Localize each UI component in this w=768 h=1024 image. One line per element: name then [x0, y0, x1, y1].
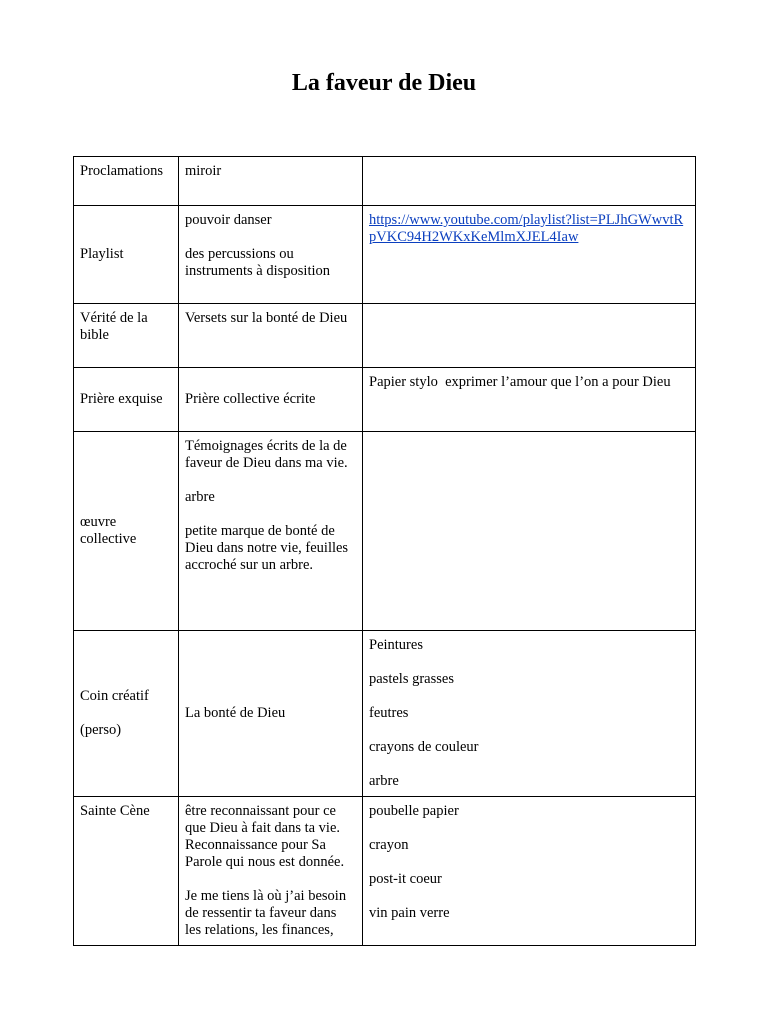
row-material-cell: [363, 304, 696, 368]
table-row: [74, 206, 696, 304]
row-material: poubelle papier: [369, 803, 459, 819]
plan-table: [73, 156, 696, 946]
row-content: La bonté de Dieu: [185, 705, 286, 721]
row-label: Coin créatif: [80, 688, 149, 704]
row-content-cell: [179, 368, 363, 432]
row-content-cell: [179, 631, 363, 797]
row-material-cell: [363, 432, 696, 631]
row-content: arbre: [185, 489, 215, 505]
row-content: Prière collective écrite: [185, 391, 316, 407]
row-label-cell: [74, 157, 179, 206]
playlist-link[interactable]: https://www.youtube.com/playlist?list=PLJhGWwvtRpVKC94H2WKxKeMlmXJEL4Iaw: [369, 212, 684, 245]
row-material: Papier stylo exprimer l’amour que l’on a pour Dieu: [369, 374, 671, 390]
table-row: [74, 432, 696, 631]
row-material: pastels grasses: [369, 671, 454, 687]
row-label: Prière exquise: [80, 391, 163, 407]
row-content-cell: [179, 157, 363, 206]
table-row: [74, 368, 696, 432]
row-content: miroir: [185, 163, 222, 179]
row-label-cell: [74, 206, 179, 304]
row-content-cell: [179, 797, 363, 946]
row-content: Versets sur la bonté de Dieu: [185, 310, 348, 326]
row-content-cell: [179, 304, 363, 368]
table-row: [74, 304, 696, 368]
row-content-cell: [179, 432, 363, 631]
row-label-cell: [74, 368, 179, 432]
row-material: feutres: [369, 705, 409, 721]
row-label: (perso): [80, 722, 122, 738]
row-material: vin pain verre: [369, 905, 450, 921]
row-label: Proclamations: [80, 163, 163, 179]
row-label-cell: [74, 797, 179, 946]
table-row: [74, 157, 696, 206]
row-label: Sainte Cène: [80, 803, 150, 819]
row-content-cell: [179, 206, 363, 304]
row-label: Playlist: [80, 246, 124, 262]
row-content: des percussions ou instruments à disposition: [185, 246, 330, 279]
row-content: Je me tiens là où j’ai besoin de ressentir ta faveur dans les relations, les finances,: [185, 888, 347, 938]
row-material-cell: [363, 206, 696, 304]
row-label: Vérité de la bible: [80, 310, 148, 343]
row-material-cell: [363, 157, 696, 206]
row-material: crayons de couleur: [369, 739, 479, 755]
row-content: Témoignages écrits de la de faveur de Dieu dans ma vie.: [185, 438, 348, 471]
row-content: pouvoir danser: [185, 212, 272, 228]
row-content: être reconnaissant pour ce que Dieu à fait dans ta vie. Reconnaissance pour Sa Parole qui nous est donnée.: [185, 803, 345, 870]
row-material: post-it coeur: [369, 871, 442, 887]
row-material-cell: [363, 797, 696, 946]
table-row: [74, 631, 696, 797]
row-material-cell: [363, 368, 696, 432]
row-material: Peintures: [369, 637, 423, 653]
page-title: La faveur de Dieu: [291, 70, 477, 96]
row-material: crayon: [369, 837, 409, 853]
row-material-cell: [363, 631, 696, 797]
row-label-cell: [74, 304, 179, 368]
row-label-cell: [74, 631, 179, 797]
table-row: [74, 797, 696, 946]
row-label: œuvre collective: [80, 514, 137, 547]
row-content: petite marque de bonté de Dieu dans notre vie, feuilles accroché sur un arbre.: [185, 523, 349, 573]
row-material: arbre: [369, 773, 399, 789]
row-label-cell: [74, 432, 179, 631]
